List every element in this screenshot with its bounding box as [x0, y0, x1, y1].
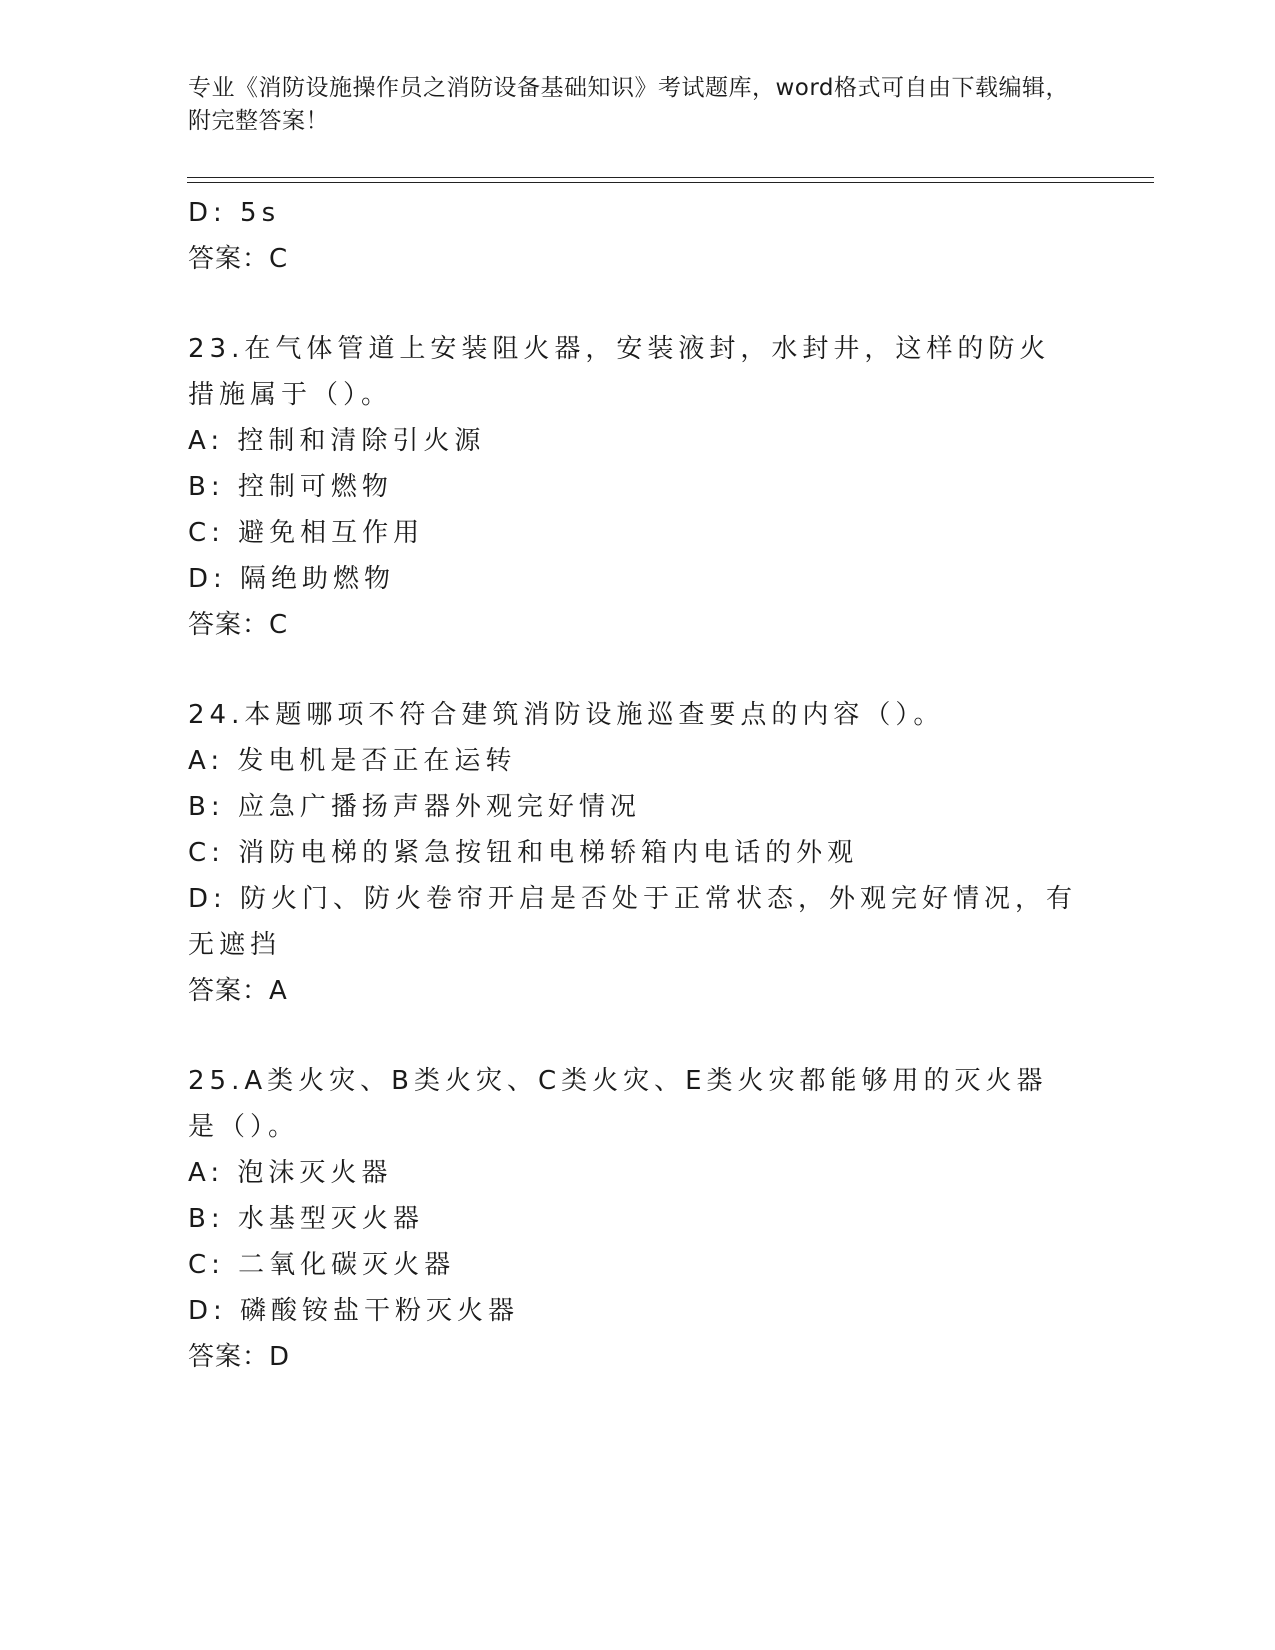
option-d: D: 5s: [188, 198, 281, 228]
option-a: A: 泡沫灭火器: [188, 1158, 393, 1188]
question-stem: 24.本题哪项不符合建筑消防设施巡查要点的内容（）。: [188, 700, 945, 730]
document-header: [188, 72, 1078, 138]
option-c: C: 避免相互作用: [188, 518, 425, 548]
option-a: A: 控制和清除引火源: [188, 426, 486, 456]
answer: 答案：D: [188, 1342, 291, 1372]
question-24: [188, 692, 1078, 1014]
question-25: [188, 1058, 1078, 1380]
document-body: [188, 190, 1078, 1380]
header-rule-top: [187, 177, 1154, 178]
partial-question: [188, 190, 1078, 282]
question-stem: 23.在气体管道上安装阻火器，安装液封，水封井，这样的防火措施属于（）。: [188, 334, 1051, 410]
question-23: [188, 326, 1078, 648]
option-d: D: 防火门、防火卷帘开启是否处于正常状态，外观完好情况，有无遮挡: [188, 884, 1078, 960]
option-b: B: 控制可燃物: [188, 472, 393, 502]
option-c: C: 二氧化碳灭火器: [188, 1250, 456, 1280]
answer: 答案：A: [188, 976, 288, 1006]
answer: 答案：C: [188, 244, 289, 274]
option-b: B: 应急广播扬声器外观完好情况: [188, 792, 641, 822]
option-d: D: 磷酸铵盐干粉灭火器: [188, 1296, 520, 1326]
option-c: C: 消防电梯的紧急按钮和电梯轿箱内电话的外观: [188, 838, 859, 868]
header-rule-bottom: [187, 182, 1154, 183]
answer: 答案：C: [188, 610, 289, 640]
question-stem: 25.A类火灾、B类火灾、C类火灾、E类火灾都能够用的灭火器是（）。: [188, 1066, 1048, 1142]
option-a: A: 发电机是否正在运转: [188, 746, 517, 776]
header-text: 专业《消防设施操作员之消防设备基础知识》考试题库，word格式可自由下载编辑，附完整答案！: [188, 75, 1070, 134]
option-b: B: 水基型灭火器: [188, 1204, 424, 1234]
option-d: D: 隔绝助燃物: [188, 564, 396, 594]
